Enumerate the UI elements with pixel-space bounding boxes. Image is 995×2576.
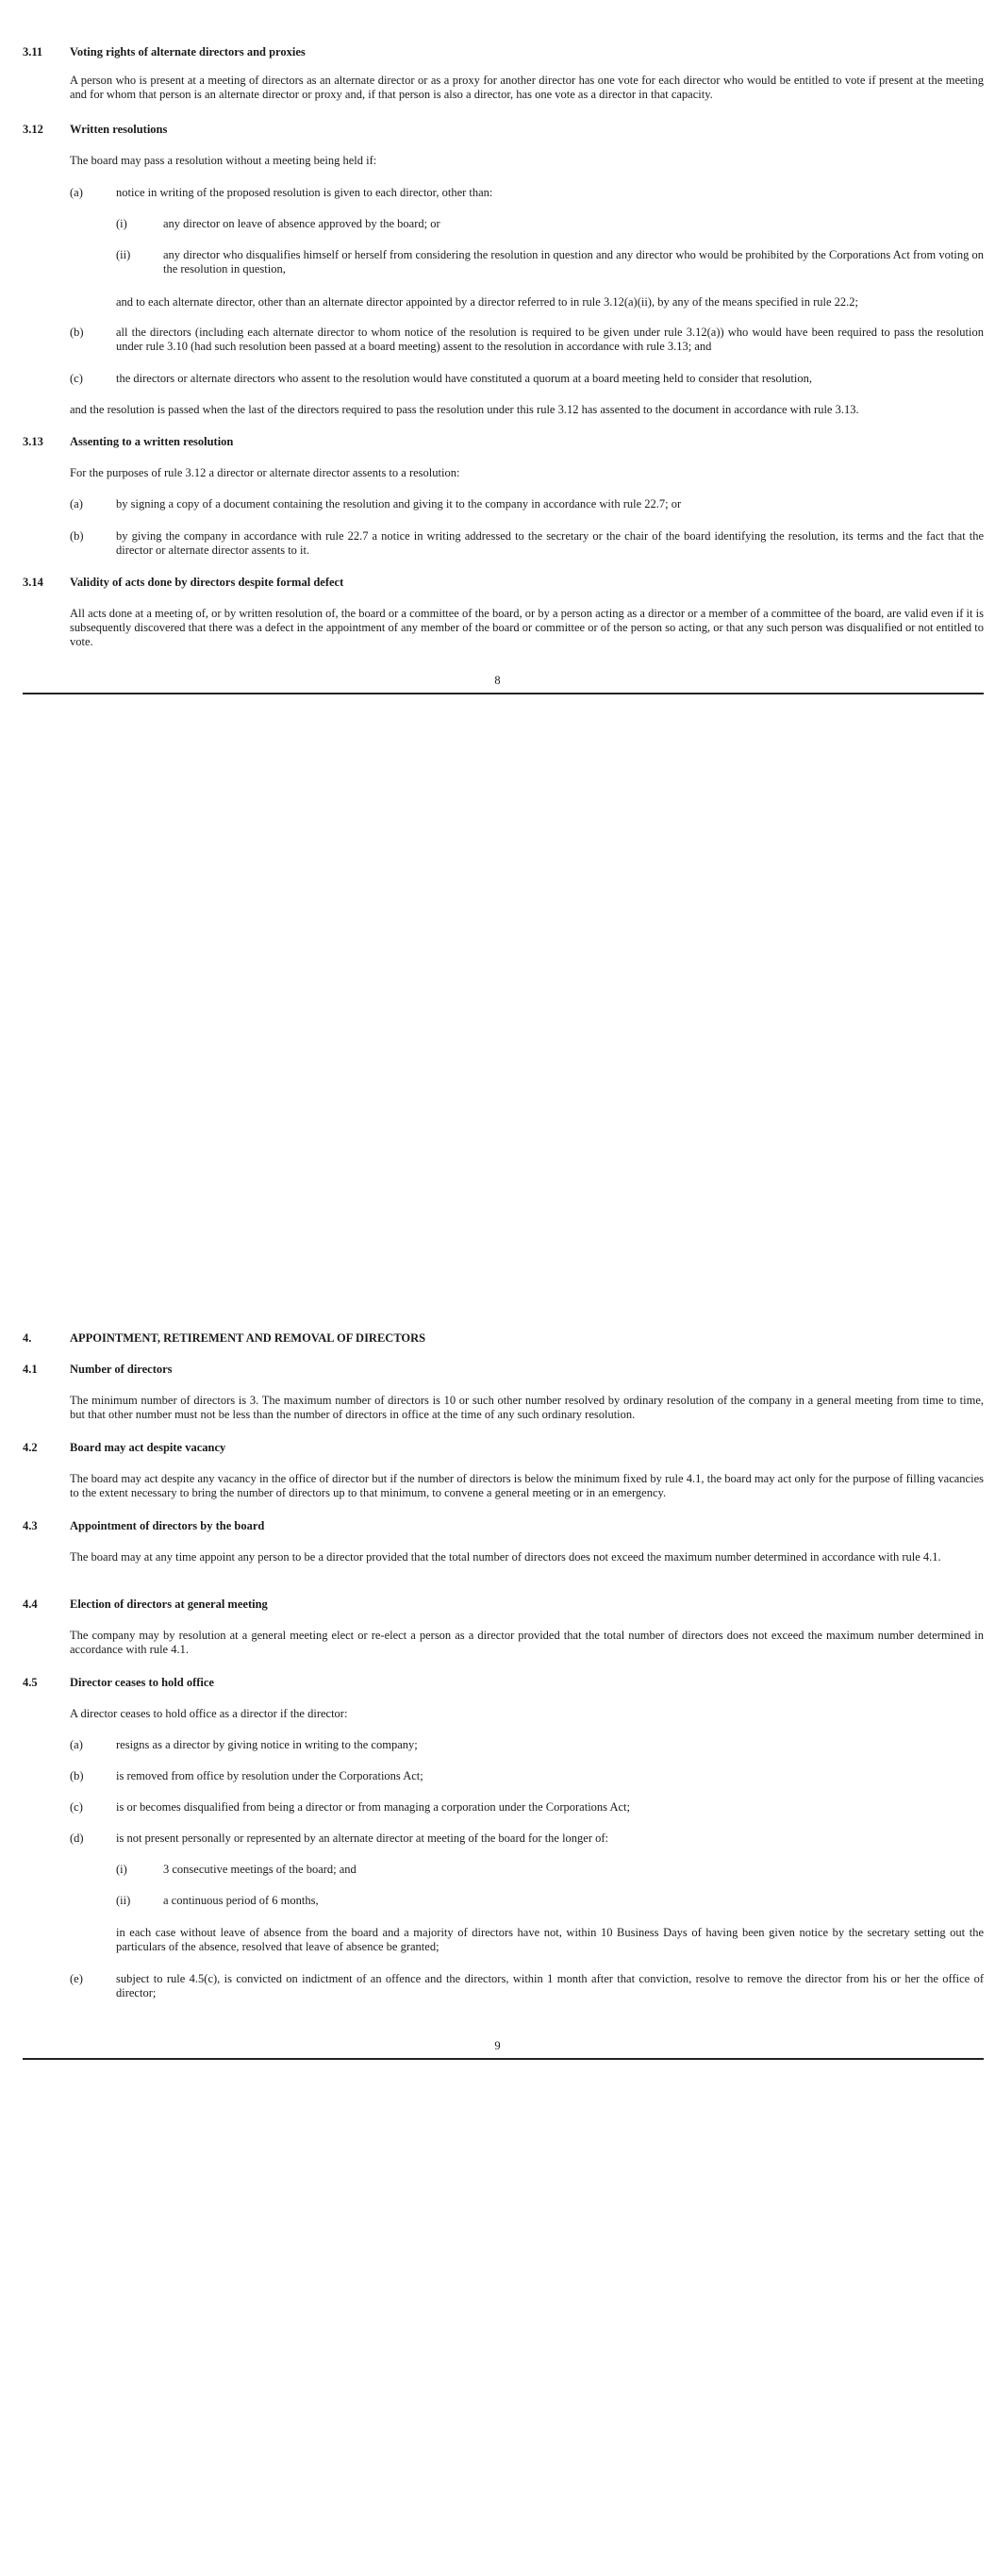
section-body: The minimum number of directors is 3. The maximum number of directors is 10 or such other number resolved by ordinary resolution of the company in a general meeting from time to time, but that other number must not be less than the number of directors in office at the time of any such ordinary resolution. bbox=[70, 1394, 984, 1421]
section-heading: Voting rights of alternate directors and proxies bbox=[70, 45, 306, 59]
section-intro: The board may pass a resolution without a meeting being held if: bbox=[70, 154, 377, 167]
section-number: 4.1 bbox=[23, 1363, 38, 1376]
subitem-text: any director on leave of absence approved by the board; or bbox=[163, 217, 440, 230]
page-number: 9 bbox=[494, 2039, 501, 2052]
section-body: The board may act despite any vacancy in the office of director but if the number of directors is below the minimum fixed by rule 4.1, the board may act only for the purpose of filling vacancies to the extent necessary to bring the number of directors up to that minimum, to convene a general meeting or in an emergency. bbox=[70, 1472, 984, 1499]
item-continuation: in each case without leave of absence from the board and a majority of directors have not, within 10 Business Days of having been given notice by the secretary setting out the particulars of the absence, resolved that leave of absence be granted; bbox=[116, 1926, 984, 1953]
subitem-label: (ii) bbox=[116, 248, 131, 261]
subitem-text: a continuous period of 6 months, bbox=[163, 1894, 319, 1907]
section-body: The company may by resolution at a general meeting elect or re-elect a person as a director provided that the total number of directors does not exceed the maximum number determined in accordance with rule 4.1. bbox=[70, 1629, 984, 1656]
item-text: notice in writing of the proposed resolution is given to each director, other than: bbox=[116, 186, 493, 199]
item-label: (a) bbox=[70, 186, 83, 199]
item-label: (c) bbox=[70, 372, 83, 385]
section-heading: Written resolutions bbox=[70, 123, 168, 136]
section-heading: Appointment of directors by the board bbox=[70, 1519, 265, 1532]
section-number: 4.5 bbox=[23, 1676, 38, 1689]
section-heading: Assenting to a written resolution bbox=[70, 435, 234, 448]
section-number: 3.14 bbox=[23, 576, 43, 589]
subitem-text: 3 consecutive meetings of the board; and bbox=[163, 1863, 357, 1876]
section-heading: Director ceases to hold office bbox=[70, 1676, 214, 1689]
item-label: (b) bbox=[70, 529, 84, 543]
item-text: is removed from office by resolution under the Corporations Act; bbox=[116, 1769, 423, 1782]
item-text: resigns as a director by giving notice in writing to the company; bbox=[116, 1738, 418, 1751]
section-number: 4. bbox=[23, 1331, 32, 1345]
subitem-label: (i) bbox=[116, 217, 127, 230]
page-number: 8 bbox=[494, 674, 501, 687]
section-heading: Number of directors bbox=[70, 1363, 173, 1376]
item-label: (d) bbox=[70, 1832, 84, 1845]
item-text: the directors or alternate directors who assent to the resolution would have constituted a quorum at a board meeting held to consider that resolution, bbox=[116, 372, 812, 385]
item-label: (a) bbox=[70, 497, 83, 510]
item-continuation: and to each alternate director, other than an alternate director appointed by a director referred to in rule 3.12(a)(ii), by any of the means specified in rule 22.2; bbox=[116, 295, 859, 309]
section-body: All acts done at a meeting of, or by written resolution of, the board or a committee of the board, or by a person acting as a director or a member of a committee of the board, are valid even if it is subsequently discovered that there was a defect in the appointment of any member of the board or committee or of the person so acting, or that any such person was disqualified or not entitled to vote. bbox=[70, 607, 984, 648]
section-number: 4.2 bbox=[23, 1441, 38, 1454]
item-text: by signing a copy of a document containing the resolution and giving it to the company in accordance with rule 22.7; or bbox=[116, 497, 682, 510]
section-body: The board may at any time appoint any person to be a director provided that the total number of directors does not exceed the maximum number determined in accordance with rule 4.1. bbox=[70, 1550, 941, 1564]
item-label: (a) bbox=[70, 1738, 83, 1751]
section-body: A person who is present at a meeting of directors as an alternate director or as a proxy for another director has one vote for each director who would be entitled to vote if present at the meeting and for whom that person is an alternate director or proxy and, if that person is also a director, has one vote as a director in that capacity. bbox=[70, 74, 984, 101]
section-heading: APPOINTMENT, RETIREMENT AND REMOVAL OF DIRECTORS bbox=[70, 1331, 426, 1345]
item-label: (b) bbox=[70, 1769, 84, 1782]
item-text: by giving the company in accordance with rule 22.7 a notice in writing addressed to the secretary or the chair of the board identifying the resolution, its terms and the fact that the director or alternate director assents to it. bbox=[116, 529, 984, 557]
section-heading: Election of directors at general meeting bbox=[70, 1597, 268, 1611]
section-number: 3.11 bbox=[23, 45, 43, 59]
page-divider bbox=[23, 2058, 984, 2060]
item-label: (c) bbox=[70, 1800, 83, 1814]
section-number: 4.3 bbox=[23, 1519, 38, 1532]
item-label: (b) bbox=[70, 326, 84, 339]
item-label: (e) bbox=[70, 1972, 83, 1985]
item-text: subject to rule 4.5(c), is convicted on indictment of an offence and the directors, within 1 month after that conviction, resolve to remove the director from his or her the office of director; bbox=[116, 1972, 984, 1999]
section-outro: and the resolution is passed when the last of the directors required to pass the resolution under this rule 3.12 has assented to the document in accordance with rule 3.13. bbox=[70, 403, 859, 416]
section-heading: Validity of acts done by directors despite formal defect bbox=[70, 576, 344, 589]
section-intro: For the purposes of rule 3.12 a director or alternate director assents to a resolution: bbox=[70, 466, 460, 479]
section-number: 3.12 bbox=[23, 123, 43, 136]
item-text: is or becomes disqualified from being a director or from managing a corporation under the Corporations Act; bbox=[116, 1800, 630, 1814]
section-number: 4.4 bbox=[23, 1597, 38, 1611]
subitem-label: (i) bbox=[116, 1863, 127, 1876]
subitem-text: any director who disqualifies himself or herself from considering the resolution in question and any director who would be prohibited by the Corporations Act from voting on the resolution in question, bbox=[163, 248, 984, 276]
section-number: 3.13 bbox=[23, 435, 43, 448]
section-intro: A director ceases to hold office as a director if the director: bbox=[70, 1707, 348, 1720]
section-heading: Board may act despite vacancy bbox=[70, 1441, 226, 1454]
subitem-label: (ii) bbox=[116, 1894, 131, 1907]
page-divider bbox=[23, 693, 984, 694]
item-text: is not present personally or represented by an alternate director at meeting of the board for the longer of: bbox=[116, 1832, 609, 1845]
item-text: all the directors (including each alternate director to whom notice of the resolution is required to be given under rule 3.12(a)) who would have been required to pass the resolution under rule 3.10 (had such resolution been passed at a board meeting) assent to the resolution in accordance with rule 3.13; and bbox=[116, 326, 984, 353]
